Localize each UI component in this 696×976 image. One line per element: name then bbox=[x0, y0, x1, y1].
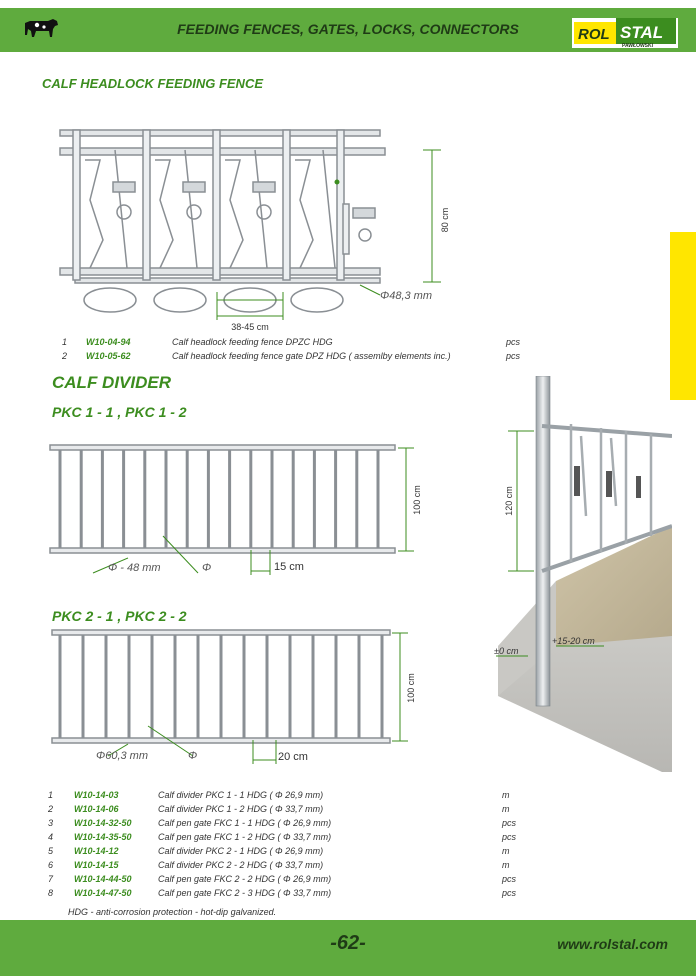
item-code: W10-14-44-50 bbox=[74, 874, 132, 884]
page-number: -62- bbox=[330, 932, 366, 954]
item-desc: Calf headlock feeding fence DPZC HDG bbox=[172, 337, 333, 347]
divider-pkc1-drawing bbox=[48, 440, 428, 580]
photo-level0-label: ±0 cm bbox=[494, 646, 519, 656]
rolstal-logo bbox=[572, 14, 678, 48]
item-desc: Calf divider PKC 1 - 1 HDG ( Φ 26,9 mm) bbox=[158, 790, 324, 800]
section-title-divider: CALF DIVIDER bbox=[52, 373, 171, 392]
item-num: 2 bbox=[48, 804, 54, 814]
dim-diameter-label: Φ48,3 mm bbox=[380, 290, 432, 302]
d1-height-label: 100 cm bbox=[412, 485, 422, 515]
item-code: W10-14-15 bbox=[74, 860, 119, 870]
item-unit: m bbox=[502, 846, 510, 856]
item-code: W10-14-12 bbox=[74, 846, 119, 856]
item-unit: pcs bbox=[506, 337, 521, 347]
item-num: 1 bbox=[48, 790, 54, 800]
d2-phi-label: Φ bbox=[188, 750, 198, 762]
dim-spacing-label: 38-45 cm bbox=[231, 322, 269, 332]
website-link[interactable]: www.rolstal.com bbox=[557, 936, 668, 952]
item-num: 3 bbox=[48, 818, 54, 828]
divider-pkc2-drawing bbox=[48, 626, 428, 766]
d1-phi-label: Φ bbox=[202, 562, 212, 574]
item-unit: m bbox=[502, 804, 510, 814]
item-desc: Calf headlock feeding fence gate DPZ HDG ( assemlby elements inc.) bbox=[172, 351, 451, 361]
item-num: 6 bbox=[48, 860, 54, 870]
header-title: FEEDING FENCES, GATES, LOCKS, CONNECTORS bbox=[177, 21, 519, 37]
item-code: W10-14-35-50 bbox=[74, 832, 132, 842]
item-code: W10-14-03 bbox=[74, 790, 119, 800]
item-unit: m bbox=[502, 790, 510, 800]
d2-height-label: 100 cm bbox=[406, 673, 416, 703]
item-unit: pcs bbox=[506, 351, 521, 361]
item-code: W10-05-62 bbox=[86, 351, 131, 361]
hdg-note: HDG - anti-corrosion protection - hot-dip galvanized. bbox=[68, 907, 277, 917]
item-num: 2 bbox=[62, 351, 68, 361]
divider-installation-photo bbox=[486, 376, 672, 772]
d1-diameter-label: Φ - 48 mm bbox=[108, 562, 161, 574]
d1-spacing-label: 15 cm bbox=[274, 561, 304, 573]
dim-height-label: 80 cm bbox=[440, 207, 450, 233]
section-title-headlock: CALF HEADLOCK FEEDING FENCE bbox=[42, 76, 263, 91]
page-footer bbox=[0, 920, 696, 976]
item-desc: Calf pen gate FKC 1 - 1 HDG ( Φ 26,9 mm) bbox=[158, 818, 332, 828]
item-num: 7 bbox=[48, 874, 54, 884]
svg-text:STAL: STAL bbox=[620, 23, 664, 42]
item-code: W10-14-06 bbox=[74, 804, 119, 814]
headlock-item-list bbox=[62, 337, 532, 367]
subtitle-pkc2: PKC 2 - 1 , PKC 2 - 2 bbox=[52, 608, 187, 624]
item-unit: m bbox=[502, 860, 510, 870]
item-code: W10-14-32-50 bbox=[74, 818, 132, 828]
item-desc: Calf pen gate FKC 2 - 3 HDG ( Φ 33,7 mm) bbox=[158, 888, 332, 898]
divider-item-list bbox=[48, 790, 538, 902]
photo-level1-label: +15-20 cm bbox=[552, 636, 595, 646]
item-num: 1 bbox=[62, 337, 68, 347]
item-unit: pcs bbox=[502, 832, 517, 842]
svg-text:ROL: ROL bbox=[578, 26, 610, 43]
side-tab bbox=[670, 232, 696, 400]
headlock-fence-drawing bbox=[55, 120, 455, 338]
d2-spacing-label: 20 cm bbox=[278, 751, 308, 763]
item-num: 5 bbox=[48, 846, 54, 856]
item-desc: Calf pen gate FKC 2 - 2 HDG ( Φ 26,9 mm) bbox=[158, 874, 332, 884]
item-unit: pcs bbox=[502, 888, 517, 898]
item-code: W10-14-47-50 bbox=[74, 888, 132, 898]
item-desc: Calf pen gate FKC 1 - 2 HDG ( Φ 33,7 mm) bbox=[158, 832, 332, 842]
item-num: 8 bbox=[48, 888, 54, 898]
item-unit: pcs bbox=[502, 874, 517, 884]
item-desc: Calf divider PKC 1 - 2 HDG ( Φ 33,7 mm) bbox=[158, 804, 324, 814]
item-desc: Calf divider PKC 2 - 1 HDG ( Φ 26,9 mm) bbox=[158, 846, 324, 856]
d2-diameter-label: Φ60,3 mm bbox=[96, 750, 148, 762]
item-desc: Calf divider PKC 2 - 2 HDG ( Φ 33,7 mm) bbox=[158, 860, 324, 870]
item-unit: pcs bbox=[502, 818, 517, 828]
item-code: W10-04-94 bbox=[86, 337, 131, 347]
subtitle-pkc1: PKC 1 - 1 , PKC 1 - 2 bbox=[52, 404, 187, 420]
item-num: 4 bbox=[48, 832, 54, 842]
svg-text:PAWŁOWSKI: PAWŁOWSKI bbox=[622, 43, 654, 48]
page-header bbox=[0, 0, 696, 58]
photo-height-label: 120 cm bbox=[504, 486, 514, 516]
